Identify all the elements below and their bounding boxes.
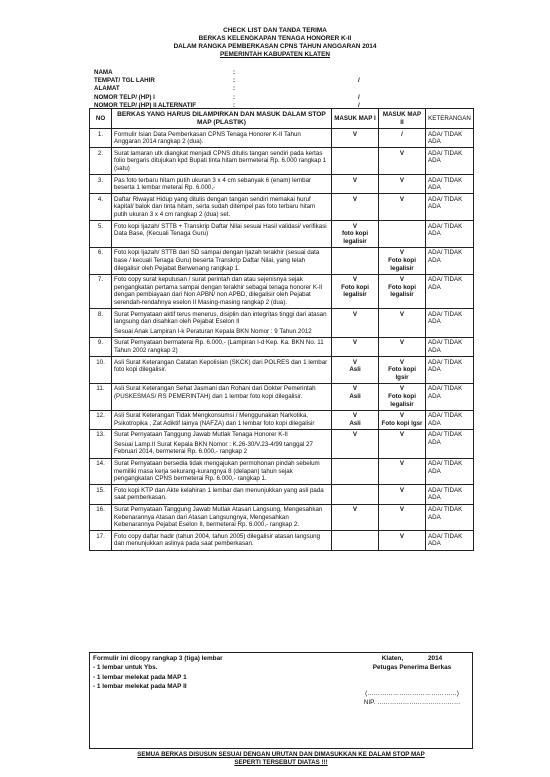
- map2-cell: [379, 429, 426, 458]
- keterangan-status: ADA/ TIDAK: [428, 486, 463, 494]
- map1-mark: V: [352, 412, 358, 420]
- map1-cell: [332, 337, 379, 356]
- map1-cell: [332, 247, 379, 274]
- table-row: [90, 383, 474, 410]
- map1-cell: [332, 194, 379, 221]
- map2-cell: [379, 309, 426, 338]
- map2-note: Foto kopi legalisir: [388, 257, 416, 272]
- row-number: 8.: [90, 309, 112, 338]
- keterangan-status: ADA/ TIDAK: [428, 249, 463, 257]
- map1-mark: V: [352, 176, 358, 184]
- table-row: [90, 221, 474, 248]
- final-note: [89, 751, 473, 767]
- table-row: [90, 531, 474, 550]
- keterangan-status-2: ADA: [428, 419, 441, 427]
- map2-mark: V: [399, 412, 405, 420]
- keterangan-status-2: ADA: [428, 203, 441, 211]
- description-text: Foto copy surat keputusan / surat perintah dan atau sejenisnya sejak pengangkatan pertama sampai dengan terakhir sebagai tenaga honorer K-II dengan pembiayaan dari Non APBN/ non APBD, dilegalisir oleh Pejabat serendah-rendahnya eselon II Masing-masing rangkap 2 (dua).: [114, 276, 323, 306]
- row-description: [112, 504, 332, 531]
- row-number: 2.: [90, 148, 112, 175]
- keterangan-status: ADA/ TIDAK: [428, 195, 463, 203]
- description-text: Formulir Isian Data Pemberkasan CPNS Tenaga Honorer K-II Tahun Anggaran 2014 rangkap 2 (dua).: [114, 130, 301, 146]
- keterangan-status-2: ADA: [428, 438, 441, 446]
- map1-cell: [332, 129, 379, 148]
- row-description: [112, 337, 332, 356]
- keterangan-status-2: ADA: [428, 467, 441, 475]
- row-description: [112, 309, 332, 338]
- map2-cell: [379, 383, 426, 410]
- copy-instruction-line: Formulir ini dicopy rangkap 3 (tiga) lembar: [93, 655, 223, 662]
- table-row: [90, 274, 474, 308]
- identity-block: [94, 69, 474, 110]
- row-number: 14.: [90, 458, 112, 485]
- map2-mark: V: [399, 339, 405, 347]
- description-text: Pas foto terbaru hitam putih ukuran 3 x 4 cm sebanyak 6 (enam) lembar beserta 1 lembar meterai Rp. 6.000,-: [114, 176, 312, 192]
- map1-cell: [332, 458, 379, 485]
- row-description: [112, 485, 332, 504]
- table-row: [90, 357, 474, 384]
- row-number: 16.: [90, 504, 112, 531]
- map2-note: Foto kopi legalisir: [388, 283, 416, 299]
- table-row: [90, 458, 474, 485]
- identity-label: TEMPAT/ TGL LAHIR: [94, 77, 155, 85]
- keterangan-cell: [426, 337, 474, 356]
- final-note-line: SEPERTI TERSEBUT DIATAS !!!: [234, 759, 328, 766]
- identity-colon: :: [233, 69, 236, 76]
- keterangan-status: ADA/ TIDAK: [428, 431, 463, 439]
- header-map1: MASUK MAP I: [332, 109, 379, 129]
- keterangan-cell: [426, 485, 474, 504]
- map2-cell: [379, 247, 426, 274]
- description-text: Asli Surat Keterangan Catatan Kepolisian (SKCK) dari POLRES dan 1 lembar foto kopi dilegalisir.: [114, 358, 328, 374]
- map2-mark: V: [399, 506, 405, 514]
- identity-slash: /: [358, 93, 360, 101]
- row-description: [112, 357, 332, 384]
- keterangan-status-2: ADA: [428, 513, 441, 521]
- map1-cell: [332, 429, 379, 458]
- row-description: [112, 429, 332, 458]
- keterangan-status-2: ADA: [428, 283, 441, 291]
- map2-cell: [379, 458, 426, 485]
- keterangan-cell: [426, 458, 474, 485]
- map2-mark: V: [399, 310, 405, 318]
- footer-box: [89, 652, 473, 749]
- table-row: [90, 194, 474, 221]
- keterangan-status: ADA/ TIDAK: [428, 532, 463, 540]
- table-row: [90, 429, 474, 458]
- keterangan-status: ADA/ TIDAK: [428, 222, 463, 230]
- row-description: [112, 175, 332, 194]
- identity-label: NOMOR TELP/ (HP) II ALTERNATIF: [94, 101, 196, 109]
- keterangan-status-2: ADA: [428, 494, 441, 502]
- row-number: 1.: [90, 129, 112, 148]
- map1-mark: V: [352, 385, 358, 393]
- keterangan-status: ADA/ TIDAK: [428, 412, 463, 420]
- nip-line: NIP. …………………………………: [363, 699, 461, 707]
- keterangan-status-2: ADA: [428, 346, 441, 354]
- keterangan-status-2: ADA: [428, 230, 441, 238]
- map2-cell: [379, 221, 426, 248]
- keterangan-status: ADA/ TIDAK: [428, 149, 463, 157]
- row-description: [112, 458, 332, 485]
- keterangan-cell: [426, 129, 474, 148]
- map1-mark: V: [352, 130, 358, 138]
- row-number: 3.: [90, 175, 112, 194]
- final-note-line: SEMUA BERKAS DISUSUN SESUAI DENGAN URUTAN DAN DIMASUKKAN KE DALAM STOP MAP: [137, 751, 425, 758]
- identity-label: NOMOR TELP/ (HP) I: [94, 93, 155, 101]
- map1-mark: V: [352, 195, 358, 203]
- row-number: 9.: [90, 337, 112, 356]
- row-description: [112, 148, 332, 175]
- signature-block: [352, 654, 472, 708]
- row-description: [112, 274, 332, 308]
- row-number: 4.: [90, 194, 112, 221]
- table-row: [90, 148, 474, 175]
- header-no: NO: [90, 109, 112, 129]
- map2-cell: [379, 531, 426, 550]
- map1-mark: V: [352, 339, 358, 347]
- row-number: 12.: [90, 410, 112, 429]
- row-description: [112, 410, 332, 429]
- keterangan-status: ADA/ TIDAK: [428, 130, 463, 138]
- checklist-table: [89, 108, 474, 551]
- keterangan-status-2: ADA: [428, 366, 441, 374]
- keterangan-cell: [426, 175, 474, 194]
- keterangan-status-2: ADA: [428, 392, 441, 400]
- table-row: [90, 410, 474, 429]
- keterangan-status-2: ADA: [428, 318, 441, 326]
- map1-note: Asli: [349, 366, 361, 374]
- row-description: [112, 383, 332, 410]
- description-text: Surat Pernyataan bersedia tidak mengajukan permohonan pindah sebelum memiliki masa kerja sekurang-kurangnya 8 (delapan) tahun sejak pengangkatan CPNS bermeterai Rp. 6.000,- rangkap 1.: [114, 460, 320, 483]
- map2-mark: V: [399, 431, 405, 439]
- copy-instruction-line: - 1 lembar untuk Ybs.: [93, 664, 158, 672]
- map2-mark: V: [399, 195, 405, 203]
- map1-mark: V: [352, 506, 358, 514]
- description-text: Asli Surat Keterangan Sehat Jasmani dan Rohani dari Dokter Pemerintah (PUSKESMAS/ RS PEMERINTAH) dan 1 lembar foto kopi dilegalisir.: [114, 385, 316, 400]
- map2-note: Foto kopi lgsr: [381, 419, 423, 427]
- table-row: [90, 337, 474, 356]
- map2-cell: [379, 194, 426, 221]
- map2-cell: [379, 410, 426, 429]
- description-note: Sesuai Lamp.II Surat Kepala BKN Nomor : K.26-30/V.23-4/99 tanggal 27 Februari 2014, bermeterai Rp. 6.000,- rangkap 2: [114, 440, 313, 456]
- map2-cell: [379, 175, 426, 194]
- description-text: Daftar Riwayat Hidup yang ditulis dengan tangan sendiri memakai huruf kapital/ balok dan tinta hitam, serta sudah ditempel pas foto terbaru hitam putih ukuran 3 x 4 cm rangkap 2 (dua) set.: [114, 195, 316, 219]
- row-description: [112, 531, 332, 550]
- map1-cell: [332, 504, 379, 531]
- keterangan-cell: [426, 274, 474, 308]
- map1-note: Foto kopi legalisir: [341, 283, 369, 299]
- map2-cell: [379, 504, 426, 531]
- map2-mark: V: [399, 358, 405, 366]
- keterangan-cell: [426, 383, 474, 410]
- header-map2: MASUK MAP II: [379, 109, 426, 129]
- keterangan-cell: [426, 309, 474, 338]
- table-header-row: [90, 109, 474, 129]
- row-number: 7.: [90, 274, 112, 308]
- map1-mark: V: [352, 431, 358, 439]
- map2-cell: [379, 357, 426, 384]
- map2-note: Foto kopi lgsir: [388, 366, 416, 381]
- keterangan-status: ADA/ TIDAK: [428, 176, 463, 184]
- description-text: Foto kopi Ijazah/ STTB + Transkrip Daftar Nilai sesuai Hasil validasi/ verifikasi Data Base, (Kecuali Tenaga Guru): [114, 222, 327, 238]
- keterangan-status: ADA/ TIDAK: [428, 339, 463, 347]
- header-title: CHECK LIST DAN TANDA TERIMA: [223, 27, 327, 34]
- map1-mark: V: [352, 358, 358, 366]
- keterangan-status: ADA/ TIDAK: [428, 310, 463, 318]
- map1-mark: V: [352, 310, 358, 318]
- map2-mark: V: [399, 532, 405, 540]
- description-text: Foto kopi KTP dan Akte kelahiran 1 lembar dan menunjukkan yang asli pada saat pemberkasan.: [114, 486, 324, 502]
- identity-colon: :: [233, 85, 236, 93]
- row-description: [112, 194, 332, 221]
- map1-cell: [332, 221, 379, 248]
- row-number: 10.: [90, 357, 112, 384]
- map1-cell: [332, 148, 379, 175]
- row-description: [112, 247, 332, 274]
- header-context: DALAM RANGKA PEMBERKASAN CPNS TAHUN ANGGARAN 2014: [173, 43, 377, 50]
- keterangan-status-2: ADA: [428, 257, 441, 264]
- keterangan-status: ADA/ TIDAK: [428, 506, 463, 514]
- map2-mark: V: [399, 385, 405, 393]
- map2-mark: /: [401, 130, 403, 138]
- map1-cell: [332, 485, 379, 504]
- map1-note: foto kopi legalisir: [341, 230, 369, 245]
- identity-row: [94, 77, 474, 85]
- map2-mark: V: [399, 276, 405, 284]
- row-number: 17.: [90, 531, 112, 550]
- document-header: [0, 27, 550, 59]
- table-row: [90, 309, 474, 338]
- map1-mark: V: [352, 276, 358, 284]
- description-text: Surat Pernyataan bermaterai Rp. 6.000,- (Lampiran I-d Kep. Ka. BKN No. 11 Tahun 2002 rangkap 2): [114, 339, 324, 354]
- map1-cell: [332, 410, 379, 429]
- row-description: [112, 129, 332, 148]
- table-row: [90, 247, 474, 274]
- description-text: Surat Pernyataan Tanggung Jawab Mutlak Atasan Langsung, Mengesahkan Kebenarannya Atasan dari Atasan Langsungnya, Mengesahkan Kebenarannya Pejabat Eselon II, bermeterai Rp. 6.000,- rangkap 2.: [114, 506, 323, 529]
- map2-note: Foto kopi legalisir: [388, 392, 416, 408]
- row-number: 6.: [90, 247, 112, 274]
- identity-row: [94, 94, 474, 102]
- map1-cell: [332, 357, 379, 384]
- keterangan-status-2: ADA: [428, 184, 441, 192]
- map2-mark: V: [399, 176, 405, 184]
- description-text: Surat lamaran utk diangkat menjadi CPNS ditulis tangan sendiri pada kertas folio bergaris ditujukan kpd Bupati tinta hitam bermeterai Rp. 6.000 rangkap 1 (satu): [114, 149, 327, 173]
- map1-cell: [332, 274, 379, 308]
- identity-slash: /: [358, 101, 360, 109]
- keterangan-cell: [426, 194, 474, 221]
- row-number: 15.: [90, 485, 112, 504]
- map2-mark: V: [399, 149, 405, 157]
- description-text: Foto kopi Ijazah/ STTB dari SD sampai dengan Ijazah terakhir (sesuai data base / kecuali Tenaga Guru) beserta Transkrip Daftar Nilai, yang telah dilegalisir oleh Pejabat Berwenang rangkap 1.: [114, 249, 320, 272]
- identity-colon: :: [233, 77, 236, 85]
- description-text: Surat Pernyataan aktif terus menerus, disiplin dan integritas tinggi dari atasan langsung dan disahkan oleh Pejabat Eselon II: [114, 310, 327, 326]
- table-row: [90, 175, 474, 194]
- keterangan-cell: [426, 504, 474, 531]
- row-number: 5.: [90, 221, 112, 248]
- map1-mark: V: [352, 222, 358, 230]
- keterangan-status-2: ADA: [428, 540, 441, 548]
- keterangan-cell: [426, 221, 474, 248]
- table-row: [90, 504, 474, 531]
- keterangan-status: ADA/ TIDAK: [428, 276, 463, 284]
- identity-slash: /: [358, 77, 360, 85]
- row-number: 13.: [90, 429, 112, 458]
- map1-cell: [332, 531, 379, 550]
- row-description: [112, 221, 332, 248]
- map2-mark: V: [399, 460, 405, 468]
- table-row: [90, 485, 474, 504]
- keterangan-status: ADA/ TIDAK: [428, 460, 463, 468]
- keterangan-cell: [426, 247, 474, 274]
- description-text: Foto copy daftar hadir (tahun 2004, tahun 2005) dilegalisir atasan langsung dan menunjukkan aslinya pada saat pemberkasan.: [114, 532, 321, 548]
- header-berkas: BERKAS YANG HARUS DILAMPIRKAN DAN MASUK DALAM STOP MAP (PLASTIK): [112, 109, 332, 129]
- map1-cell: [332, 309, 379, 338]
- keterangan-cell: [426, 357, 474, 384]
- keterangan-cell: [426, 410, 474, 429]
- map2-cell: [379, 148, 426, 175]
- map2-cell: [379, 485, 426, 504]
- copy-instruction-line: - 1 lembar melekat pada MAP II: [93, 683, 187, 691]
- description-text: Surat Pernyataan Tanggung Jawab Mutlak Tenaga Honorer K-II: [114, 431, 288, 439]
- identity-label: ALAMAT: [94, 85, 120, 93]
- map1-cell: [332, 383, 379, 410]
- identity-colon: :: [233, 101, 236, 109]
- keterangan-status-2: ADA: [428, 157, 441, 165]
- map2-mark: V: [399, 249, 405, 257]
- copy-instructions: [93, 654, 293, 692]
- header-government: PEMERINTAH KABUPATEN KLATEN: [220, 51, 330, 58]
- keterangan-status-2: ADA: [428, 138, 441, 146]
- officer-title: Petugas Penerima Berkas: [372, 664, 452, 672]
- keterangan-status: ADA/ TIDAK: [428, 358, 463, 366]
- header-subtitle: BERKAS KELENGKAPAN TENAGA HONORER K-II: [198, 35, 352, 42]
- keterangan-cell: [426, 531, 474, 550]
- header-keterangan: KETERANGAN: [426, 109, 474, 129]
- map1-note: Asli: [349, 419, 361, 427]
- keterangan-cell: [426, 148, 474, 175]
- map1-note: Asli: [349, 392, 361, 400]
- identity-colon: :: [233, 93, 236, 101]
- description-note: Sesuai Anak Lampiran I-k Peraturan Kepala BKN Nomor : 9 Tahun 2012: [114, 327, 312, 335]
- keterangan-cell: [426, 429, 474, 458]
- copy-instruction-line: - 1 lembar melekat pada MAP 1: [93, 673, 187, 681]
- description-text: Asli Surat Keterangan Tidak Mengkonsumsi / Menggunakan Narkotika, Psikotropika , Zat Adiktif lainya (NAFZA) dan 1 lembar foto kopi dilegalisir: [114, 412, 315, 427]
- table-row: [90, 129, 474, 148]
- identity-label: NAMA: [94, 69, 113, 76]
- place-date: Klaten, 2014: [381, 655, 443, 662]
- keterangan-status: ADA/ TIDAK: [428, 385, 463, 393]
- identity-row: [94, 69, 474, 77]
- map2-cell: [379, 274, 426, 308]
- map2-cell: [379, 337, 426, 356]
- map2-mark: V: [399, 486, 405, 494]
- map1-cell: [332, 175, 379, 194]
- signature-name-line: (……………………………………): [365, 689, 459, 697]
- row-number: 11.: [90, 383, 112, 410]
- map2-cell: [379, 129, 426, 148]
- identity-row: [94, 85, 474, 93]
